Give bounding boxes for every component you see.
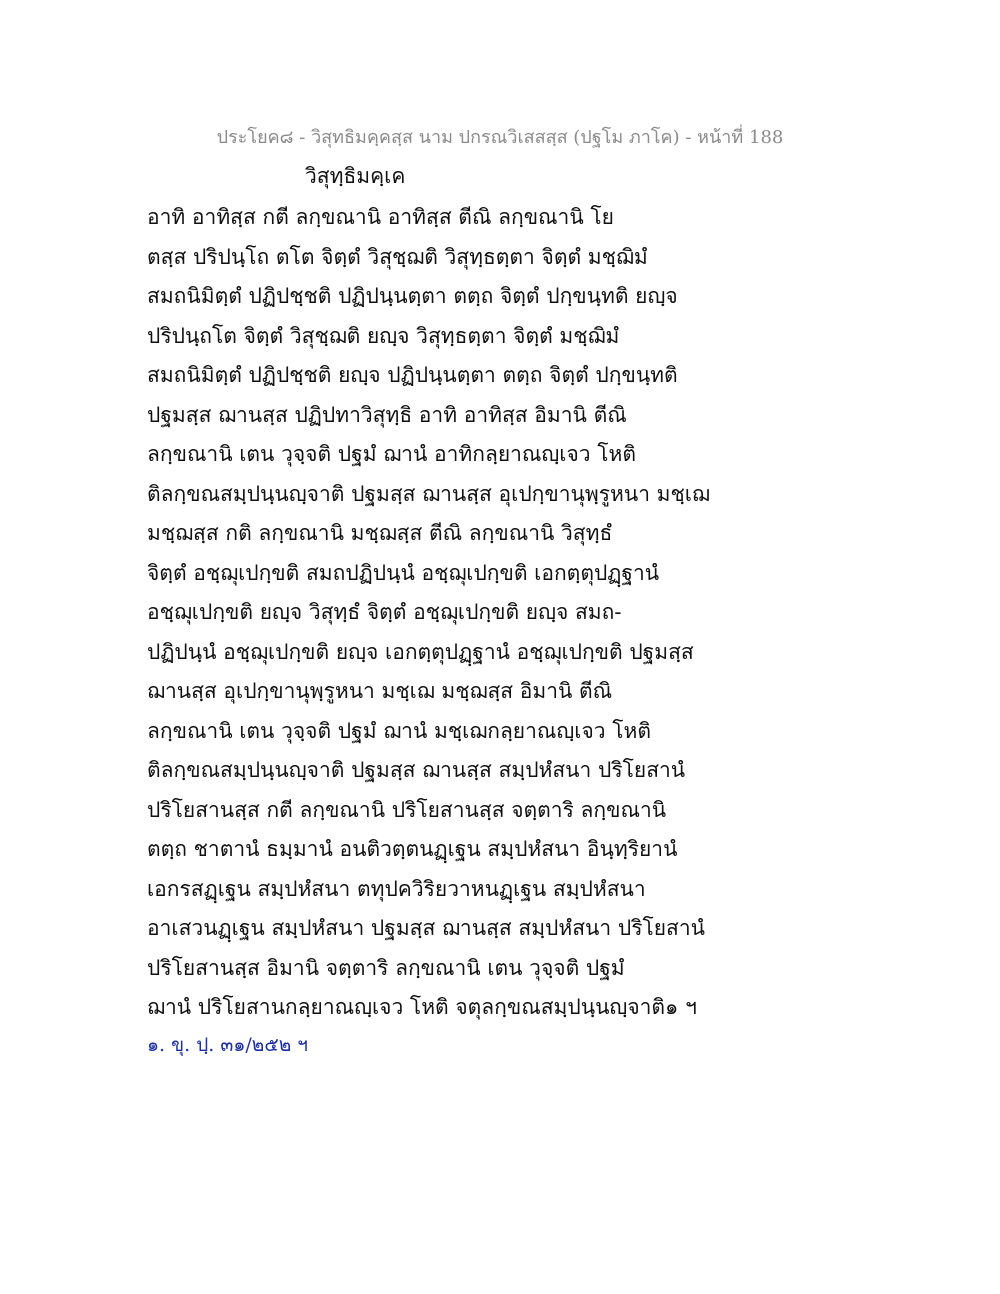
body-line: เอกรสฏฺเฐน สมฺปหํสนา ตทุปควิริยวาหนฏฺเฐน สมฺปหํสนา xyxy=(147,876,646,901)
body-line: สมถนิมิตฺตํ ปฏิปชฺชติ ปฏิปนฺนตฺตา ตตฺถ จิตฺตํ ปกฺขนฺทติ ยญฺจ xyxy=(147,284,678,308)
body-line: อชฺฌุเปกฺขติ ยญฺจ วิสุทฺธํ จิตฺตํ อชฺฌุเปกฺขติ ยญฺจ สมถ- xyxy=(147,600,622,624)
body-text xyxy=(147,198,767,1028)
body-line: ปริปนฺถโต จิตฺตํ วิสุชฺฌติ ยญฺจ วิสุทฺธตฺตา จิตฺตํ มชฺฌิมํ xyxy=(147,323,620,348)
body-line: ตสฺส ปริปนฺโถ ตโต จิตฺตํ วิสุชฺฌติ วิสุทฺธตฺตา จิตฺตํ มชฺฌิมํ xyxy=(147,244,648,269)
body-line: ติลกฺขณสมฺปนฺนญฺจาติ ปฐมสฺส ฌานสฺส อุเปกฺขานุพฺรูหนา มชฺเฌ xyxy=(147,481,710,506)
body-line: ปฏิปนฺนํ อชฺฌุเปกฺขติ ยญฺจ เอกตฺตุปฏฺฐานํ อชฺฌุเปกฺขติ ปฐมสฺส xyxy=(147,639,694,664)
body-line: ปฐมสฺส ฌานสฺส ปฏิปทาวิสุทฺธิ อาทิ อาทิสฺส อิมานิ ตีณิ xyxy=(147,402,627,427)
body-line: ลกฺขณานิ เตน วุจฺจติ ปฐมํ ฌานํ อาทิกลฺยาณญฺเจว โหติ xyxy=(147,442,637,466)
body-line: ตตฺถ ชาตานํ ธมฺมานํ อนติวตฺตนฏฺเฐน สมฺปหํสนา อินฺทฺริยานํ xyxy=(147,837,678,861)
body-line: สมถนิมิตฺตํ ปฏิปชฺชติ ยญฺจ ปฏิปนฺนตฺตา ตตฺถ จิตฺตํ ปกฺขนฺทติ xyxy=(147,363,678,387)
body-line: จิตฺตํ อชฺฌุเปกฺขติ สมถปฏิปนฺนํ อชฺฌุเปกฺขติ เอกตฺตุปฏฺฐานํ xyxy=(147,560,660,585)
footnote: ๑. ขุ. ปฺ. ๓๑/๒๕๒ ฯ xyxy=(147,1034,308,1056)
running-header: ประโยค๘ - วิสุทธิมคฺคสฺส นาม ปกรณวิเสสสฺส (ปฐโม ภาโค) - หน้าที่ 188 xyxy=(216,127,784,148)
section-title: วิสุทฺธิมคฺเค xyxy=(305,164,406,188)
body-line: ติลกฺขณสมฺปนฺนญฺจาติ ปฐมสฺส ฌานสฺส สมฺปหํสนา ปริโยสานํ xyxy=(147,758,686,782)
body-line: มชฺฌสฺส กติ ลกฺขณานิ มชฺฌสฺส ตีณิ ลกฺขณานิ วิสุทฺธํ xyxy=(147,521,613,545)
body-line: ลกฺขณานิ เตน วุจฺจติ ปฐมํ ฌานํ มชฺเฌกลฺยาณญฺเจว โหติ xyxy=(147,718,651,743)
body-line: ปริโยสานสฺส อิมานิ จตฺตาริ ลกฺขณานิ เตน วุจฺจติ ปฐมํ xyxy=(147,955,625,980)
body-line: ฌานํ ปริโยสานกลฺยาณญฺเจว โหติ จตุลกฺขณสมฺปนฺนญฺจาติ๑ ฯ xyxy=(147,995,697,1019)
body-line: อาเสวนฏฺเฐน สมฺปหํสนา ปฐมสฺส ฌานสฺส สมฺปหํสนา ปริโยสานํ xyxy=(147,916,706,940)
body-line: ปริโยสานสฺส กตี ลกฺขณานิ ปริโยสานสฺส จตฺตาริ ลกฺขณานิ xyxy=(147,797,667,822)
body-line: อาทิ อาทิสฺส กตี ลกฺขณานิ อาทิสฺส ตีณิ ลกฺขณานิ โย xyxy=(147,205,614,229)
body-line: ฌานสฺส อุเปกฺขานุพฺรูหนา มชฺเฌ มชฺฌสฺส อิมานิ ตีณิ xyxy=(147,679,613,703)
